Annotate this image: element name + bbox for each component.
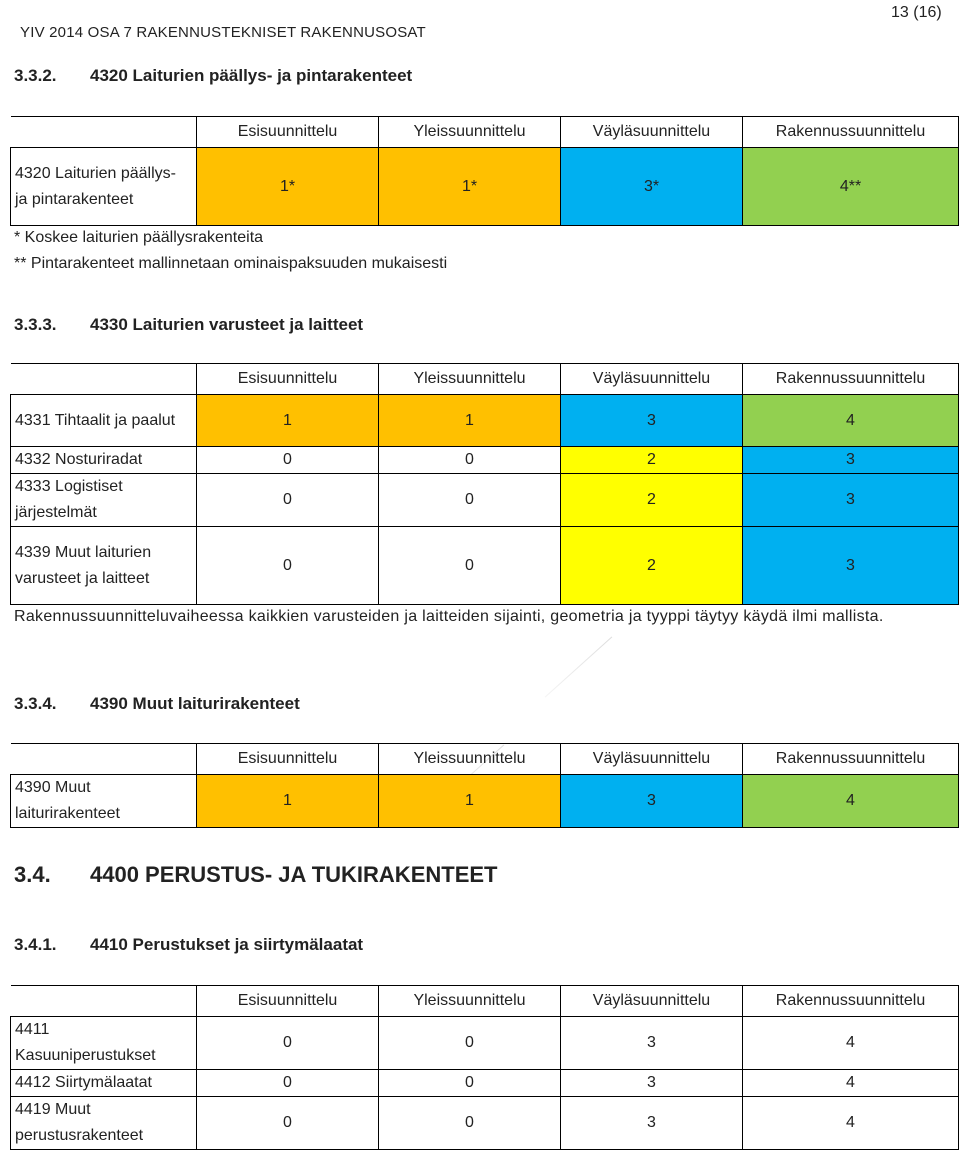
col-header-vaylasuunnittelu: Väyläsuunnittelu xyxy=(561,986,743,1017)
section-title: 4400 PERUSTUS- JA TUKIRAKENTEET xyxy=(90,862,498,887)
header-blank-cell xyxy=(11,364,197,395)
value-yleissuunnittelu: 0 xyxy=(379,447,561,474)
col-header-rakennussuunnittelu: Rakennussuunnittelu xyxy=(743,364,959,395)
value-rakennussuunnittelu: 3 xyxy=(743,527,959,605)
section-number: 3.4. xyxy=(14,862,51,887)
col-header-esisuunnittelu: Esisuunnittelu xyxy=(197,744,379,775)
faint-stroke xyxy=(545,637,613,698)
col-header-esisuunnittelu: Esisuunnittelu xyxy=(197,986,379,1017)
table-4320 xyxy=(10,116,959,226)
value-vaylasuunnittelu: 2 xyxy=(561,447,743,474)
table-row xyxy=(11,527,959,605)
table-4390 xyxy=(10,743,959,828)
value-vaylasuunnittelu: 3* xyxy=(561,148,743,226)
header-blank-cell xyxy=(11,117,197,148)
table-row xyxy=(11,1017,959,1070)
value-rakennussuunnittelu: 4** xyxy=(743,148,959,226)
page-number: 13 (16) xyxy=(891,4,942,21)
value-rakennussuunnittelu: 4 xyxy=(743,395,959,447)
table-row xyxy=(11,395,959,447)
section-title: 4410 Perustukset ja siirtymälaatat xyxy=(90,935,364,954)
row-label: 4419 Muut perustusrakenteet xyxy=(11,1097,197,1150)
row-label: 4411 Kasuuniperustukset xyxy=(11,1017,197,1070)
section-title: 4330 Laiturien varusteet ja laitteet xyxy=(90,315,364,334)
section-number: 3.3.4. xyxy=(14,694,57,713)
col-header-rakennussuunnittelu: Rakennussuunnittelu xyxy=(743,986,959,1017)
table-row xyxy=(11,447,959,474)
col-header-yleissuunnittelu: Yleissuunnittelu xyxy=(379,744,561,775)
section-heading-4320 xyxy=(14,66,412,86)
document-title: YIV 2014 OSA 7 RAKENNUSTEKNISET RAKENNUSOSAT xyxy=(20,24,426,41)
value-vaylasuunnittelu: 3 xyxy=(561,395,743,447)
value-vaylasuunnittelu: 2 xyxy=(561,527,743,605)
value-esisuunnittelu: 1 xyxy=(197,775,379,828)
value-rakennussuunnittelu: 4 xyxy=(743,1017,959,1070)
footnote-1: * Koskee laiturien päällysrakenteita xyxy=(14,229,264,246)
row-label: 4331 Tihtaalit ja paalut xyxy=(11,395,197,447)
value-rakennussuunnittelu: 3 xyxy=(743,447,959,474)
col-header-rakennussuunnittelu: Rakennussuunnittelu xyxy=(743,744,959,775)
value-esisuunnittelu: 0 xyxy=(197,1070,379,1097)
value-rakennussuunnittelu: 3 xyxy=(743,474,959,527)
section-title: 4320 Laiturien päällys- ja pintarakenteet xyxy=(90,66,413,85)
table-row xyxy=(11,148,959,226)
col-header-rakennussuunnittelu: Rakennussuunnittelu xyxy=(743,117,959,148)
row-label: 4320 Laiturien päällys- ja pintarakenteet xyxy=(11,148,197,226)
table-row xyxy=(11,1097,959,1150)
value-rakennussuunnittelu: 4 xyxy=(743,775,959,828)
value-yleissuunnittelu: 0 xyxy=(379,1070,561,1097)
col-header-vaylasuunnittelu: Väyläsuunnittelu xyxy=(561,364,743,395)
requirement-paragraph: Rakennussuunnitteluvaiheessa kaikkien varusteiden ja laitteiden sijainti, geometria ja tyyppi täytyy käydä ilmi mallista. xyxy=(14,608,884,625)
value-yleissuunnittelu: 1 xyxy=(379,395,561,447)
section-heading-4390 xyxy=(14,694,300,714)
value-yleissuunnittelu: 0 xyxy=(379,1017,561,1070)
header-blank-cell xyxy=(11,986,197,1017)
col-header-yleissuunnittelu: Yleissuunnittelu xyxy=(379,117,561,148)
table-row xyxy=(11,474,959,527)
value-esisuunnittelu: 1 xyxy=(197,395,379,447)
value-yleissuunnittelu: 0 xyxy=(379,527,561,605)
table-4410 xyxy=(10,985,959,1150)
value-esisuunnittelu: 0 xyxy=(197,1097,379,1150)
table-row xyxy=(11,1070,959,1097)
value-vaylasuunnittelu: 3 xyxy=(561,775,743,828)
section-number: 3.3.3. xyxy=(14,315,57,334)
header-blank-cell xyxy=(11,744,197,775)
table-header-row xyxy=(11,364,959,395)
section-heading-4330 xyxy=(14,315,363,335)
section-number: 3.4.1. xyxy=(14,935,57,954)
value-esisuunnittelu: 1* xyxy=(197,148,379,226)
value-yleissuunnittelu: 0 xyxy=(379,1097,561,1150)
row-label: 4332 Nosturiradat xyxy=(11,447,197,474)
col-header-vaylasuunnittelu: Väyläsuunnittelu xyxy=(561,117,743,148)
section-heading-4410 xyxy=(14,935,363,955)
value-esisuunnittelu: 0 xyxy=(197,527,379,605)
value-vaylasuunnittelu: 3 xyxy=(561,1097,743,1150)
value-esisuunnittelu: 0 xyxy=(197,474,379,527)
table-4330 xyxy=(10,363,959,605)
row-label: 4339 Muut laiturien varusteet ja laitteet xyxy=(11,527,197,605)
row-label: 4390 Muut laiturirakenteet xyxy=(11,775,197,828)
value-yleissuunnittelu: 1* xyxy=(379,148,561,226)
value-yleissuunnittelu: 1 xyxy=(379,775,561,828)
value-yleissuunnittelu: 0 xyxy=(379,474,561,527)
table-row xyxy=(11,775,959,828)
col-header-yleissuunnittelu: Yleissuunnittelu xyxy=(379,986,561,1017)
footnote-2: ** Pintarakenteet mallinnetaan ominaispaksuuden mukaisesti xyxy=(14,255,448,272)
value-vaylasuunnittelu: 2 xyxy=(561,474,743,527)
row-label: 4333 Logistiset järjestelmät xyxy=(11,474,197,527)
section-number: 3.3.2. xyxy=(14,66,57,85)
value-vaylasuunnittelu: 3 xyxy=(561,1017,743,1070)
col-header-yleissuunnittelu: Yleissuunnittelu xyxy=(379,364,561,395)
table-header-row xyxy=(11,986,959,1017)
section-title: 4390 Muut laiturirakenteet xyxy=(90,694,300,713)
chapter-heading-4400 xyxy=(14,862,497,888)
col-header-esisuunnittelu: Esisuunnittelu xyxy=(197,364,379,395)
value-esisuunnittelu: 0 xyxy=(197,447,379,474)
col-header-vaylasuunnittelu: Väyläsuunnittelu xyxy=(561,744,743,775)
value-esisuunnittelu: 0 xyxy=(197,1017,379,1070)
table-header-row xyxy=(11,744,959,775)
row-label: 4412 Siirtymälaatat xyxy=(11,1070,197,1097)
value-rakennussuunnittelu: 4 xyxy=(743,1070,959,1097)
table-header-row xyxy=(11,117,959,148)
value-rakennussuunnittelu: 4 xyxy=(743,1097,959,1150)
col-header-esisuunnittelu: Esisuunnittelu xyxy=(197,117,379,148)
value-vaylasuunnittelu: 3 xyxy=(561,1070,743,1097)
